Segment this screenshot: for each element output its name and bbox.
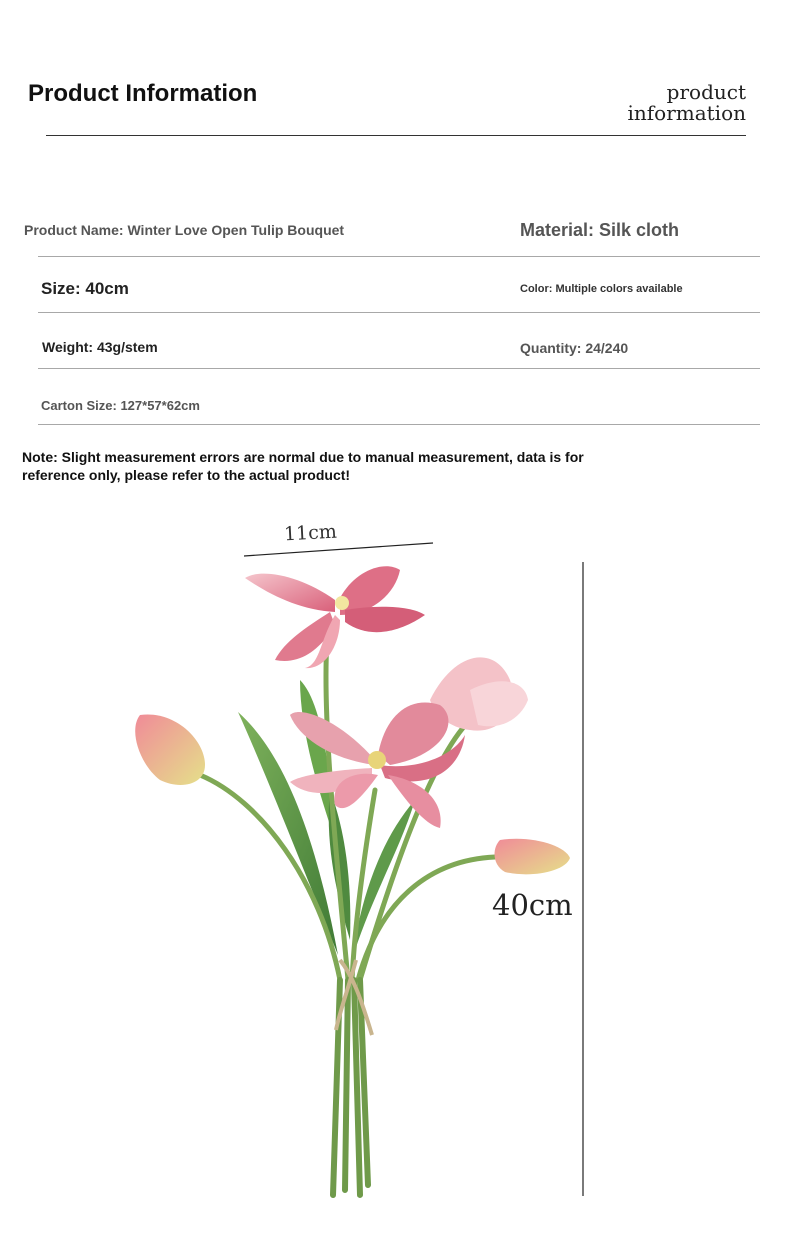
page-title: Product Information <box>28 80 258 107</box>
color: Color: Multiple colors available <box>520 283 683 295</box>
measurement-note: Note: Slight measurement errors are normal due to manual measurement, data is for reference only, please refer to the actual product! <box>22 449 584 483</box>
subtitle-line-2: information <box>627 101 746 125</box>
product-name: Product Name: Winter Love Open Tulip Bouquet <box>24 222 345 238</box>
size: Size: 40cm <box>41 279 129 298</box>
weight: Weight: 43g/stem <box>42 339 158 355</box>
quantity: Quantity: 24/240 <box>520 340 629 356</box>
height-dimension-label: 40cm <box>492 888 573 922</box>
carton-size: Carton Size: 127*57*62cm <box>41 398 200 413</box>
tulip-bouquet-image <box>120 555 590 1215</box>
subtitle-line-1: product <box>666 80 746 104</box>
material: Material: Silk cloth <box>520 220 680 240</box>
width-dimension-label: 11cm <box>283 520 338 546</box>
